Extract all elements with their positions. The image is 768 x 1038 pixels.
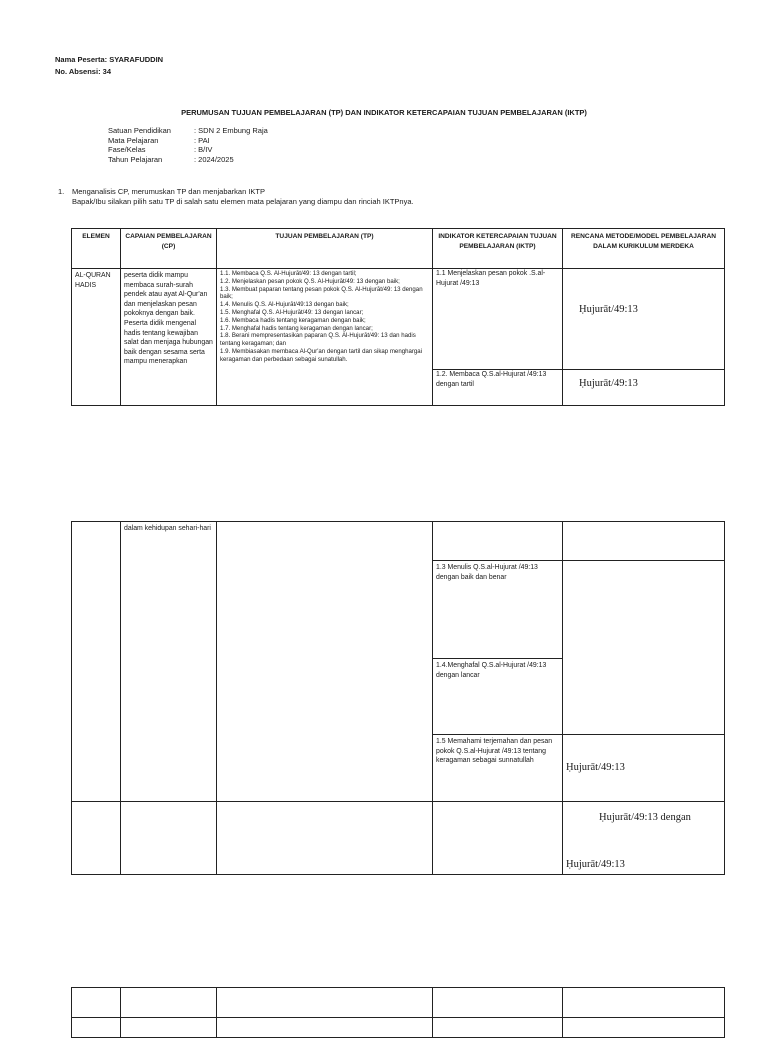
cell-empty — [433, 1018, 563, 1038]
document-title: PERUMUSAN TUJUAN PEMBELAJARAN (TP) DAN INDIKATOR KETERCAPAIAN TUJUAN PEMBELAJARAN (IKTP) — [181, 108, 587, 117]
instruction-line-1: Menganalisis CP, merumuskan TP dan menjabarkan IKTP — [72, 187, 266, 196]
meta-value: : B/IV — [194, 145, 213, 154]
cell-empty — [217, 988, 433, 1018]
cell-rencana-group — [563, 269, 725, 406]
cell-rencana-3 — [563, 735, 725, 802]
cell-empty — [121, 1018, 217, 1038]
tp-item: 1.1. Membaca Q.S. Al-Hujurāt/49: 13 dengan tartil; — [220, 270, 357, 277]
participant-name: Nama Peserta: SYARAFUDDIN — [55, 55, 164, 64]
tp-item: 1.4. Menulis Q.S. Al-Hujurāt/49:13 dengan baik; — [220, 301, 349, 309]
tp-item: 1.7. Menghafal hadis tentang keragaman dengan lancar; — [220, 324, 373, 332]
cell-empty — [72, 988, 121, 1018]
identity-block — [108, 126, 268, 164]
meta-key: Satuan Pendidikan — [108, 126, 171, 135]
participant-attendance-number: No. Absensi: 34 — [55, 67, 111, 76]
iktp-1-2: 1.2. Membaca Q.S.al-Hujurat /49:13 dengan tartil — [433, 369, 562, 389]
rencana-1: Ḥujurāt/49:13 — [579, 304, 638, 315]
cell-empty — [217, 1018, 433, 1038]
cell-empty — [72, 1018, 121, 1038]
header-elemen: ELEMEN — [72, 229, 121, 269]
cell-iktp-group — [433, 269, 563, 406]
tp-item: 1.8. Berani mempresentasikan paparan Q.S. Al-Hujurāt/49: 13 dan hadis tentang keragaman; dan — [220, 332, 416, 348]
cell-iktp-1-5: 1.5 Memahami terjemahan dan pesan pokok Q.S.al-Hujurat /49:13 tentang keragaman sebagai sunnatullah — [433, 735, 563, 802]
header-tp: TUJUAN PEMBELAJARAN (TP) — [217, 229, 433, 269]
cell-iktp-1-3: 1.3 Menulis Q.S.al-Hujurat /49:13 dengan baik dan benar — [433, 561, 563, 659]
cell-empty — [563, 988, 725, 1018]
cell-rencana-row5 — [563, 802, 725, 875]
meta-key: Fase/Kelas — [108, 145, 146, 154]
cell-iktp-1-4: 1.4.Menghafal Q.S.al-Hujurat /49:13 dengan lancar — [433, 659, 563, 735]
cell-empty — [563, 1018, 725, 1038]
cell-cp-cont: dalam kehidupan sehari-hari — [121, 522, 217, 802]
tp-item: 1.6. Membaca hadis tentang keragaman dengan baik; — [220, 316, 366, 324]
instruction-line-2: Bapak/Ibu silakan pilih satu TP di salah satu elemen mata pelajaran yang diampu dan rinciah IKTPnya. — [72, 197, 414, 206]
cell-elemen: AL-QURAN HADIS — [72, 269, 121, 406]
header-rencana: RENCANA METODE/MODEL PEMBELAJARAN DALAM KURIKULUM MERDEKA — [563, 229, 725, 269]
meta-key: Mata Pelajaran — [108, 135, 159, 145]
cell-iktp-row5 — [433, 802, 563, 875]
rencana-5: Ḥujurāt/49:13 — [566, 859, 625, 870]
tp-item: 1.3. Membuat paparan tentang pesan pokok Q.S. Al-Hujurāt/49: 13 dengan baik; — [220, 285, 423, 301]
cell-tp-row5 — [217, 802, 433, 875]
cell-elemen-cont — [72, 522, 121, 802]
cell-elemen-row5 — [72, 802, 121, 875]
meta-value: : SDN 2 Embung Raja — [194, 126, 268, 135]
tp-iktp-table-1 — [71, 228, 725, 406]
tp-item: 1.2. Menjelaskan pesan pokok Q.S. Al-Hujurāt/49: 13 dengan baik; — [220, 277, 400, 285]
cell-empty — [433, 988, 563, 1018]
instruction-number: 1. — [58, 187, 65, 196]
cell-rencana-empty — [563, 522, 725, 561]
cell-iktp-empty — [433, 522, 563, 561]
cell-cp: peserta didik mampu membaca surah-surah pendek atau ayat Al-Qur'an dan menjelaskan pesan pokoknya dengan baik. Peserta didik mengenal hadis tentang kewajiban salat dan menjaga hubungan baik dengan sesama serta mampu menerapkan — [121, 269, 217, 406]
meta-value: : 2024/2025 — [194, 154, 234, 164]
rencana-4: Ḥujurāt/49:13 dengan — [599, 812, 691, 823]
tp-item: 1.5. Menghafal Q.S. Al-Hujurāt/49: 13 dengan lancar; — [220, 308, 364, 316]
tp-iktp-table-3 — [71, 987, 725, 1038]
cell-rencana-merged — [563, 561, 725, 735]
cell-tp-cont — [217, 522, 433, 802]
rencana-3: Ḥujurāt/49:13 — [566, 761, 625, 773]
cell-empty — [121, 988, 217, 1018]
header-cp: CAPAIAN PEMBELAJARAN (CP) — [121, 229, 217, 269]
iktp-1-1: 1.1 Menjelaskan pesan pokok .S.al-Hujurat /49:13 — [436, 270, 546, 287]
meta-key: Tahun Pelajaran — [108, 154, 163, 164]
meta-value: : PAI — [194, 135, 210, 145]
header-iktp: INDIKATOR KETERCAPAIAN TUJUAN PEMBELAJARAN (IKTP) — [433, 229, 563, 269]
tp-iktp-table-2 — [71, 521, 725, 875]
rencana-2: Ḥujurāt/49:13 — [579, 378, 638, 389]
instruction-block — [58, 187, 414, 206]
cell-tp — [217, 269, 433, 406]
tp-item: 1.9. Membiasakan membaca Al-Qur'an dengan tartil dan sikap menghargai keragaman dan perbedaan sebagai sunatullah. — [220, 347, 423, 363]
cell-cp-row5 — [121, 802, 217, 875]
